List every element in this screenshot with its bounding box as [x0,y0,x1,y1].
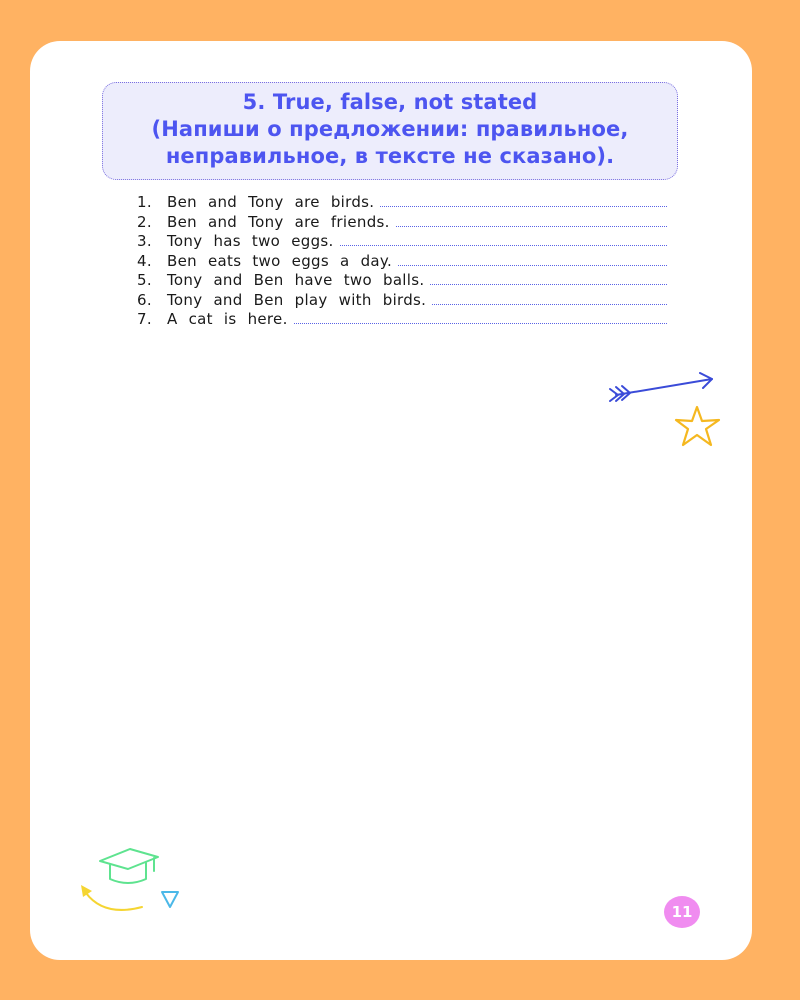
worksheet-page [30,41,752,960]
question-item [137,252,667,272]
question-number: 3. [137,232,152,250]
answer-line[interactable] [430,272,667,285]
question-item [137,213,667,233]
question-list [137,193,667,330]
answer-line[interactable] [396,214,667,227]
page-number-badge: 11 [664,896,700,928]
question-item [137,193,667,213]
exercise-instruction-line-2: неправильное, в тексте не сказано). [165,144,615,168]
question-number: 5. [137,271,152,289]
curved-arrow-icon [78,881,148,917]
answer-line[interactable] [380,194,667,207]
question-number: 6. [137,290,152,309]
question-item [137,232,667,252]
exercise-title: 5. True, false, not stated [242,90,538,114]
exercise-instruction-line-1: (Напиши о предложении: правильное, [151,117,629,141]
question-text: A cat is here. [167,310,288,328]
question-text: Ben and Tony are friends. [167,212,390,231]
exercise-title-box [102,82,678,180]
question-number: 4. [137,251,152,270]
arrow-icon [606,369,718,409]
answer-line[interactable] [294,311,667,324]
star-icon [673,405,723,449]
question-number: 7. [137,310,152,328]
question-item [137,310,667,330]
answer-line[interactable] [398,253,667,266]
question-number: 1. [137,193,152,211]
answer-line[interactable] [340,233,667,246]
question-item [137,291,667,311]
answer-line[interactable] [432,292,667,305]
question-text: Ben and Tony are birds. [167,193,375,211]
triangle-icon [160,889,180,911]
question-text: Tony and Ben play with birds. [167,290,427,309]
question-text: Tony and Ben have two balls. [167,271,425,289]
question-item [137,271,667,291]
question-text: Tony has two eggs. [167,232,334,250]
question-number: 2. [137,212,152,231]
question-text: Ben eats two eggs a day. [167,251,393,270]
